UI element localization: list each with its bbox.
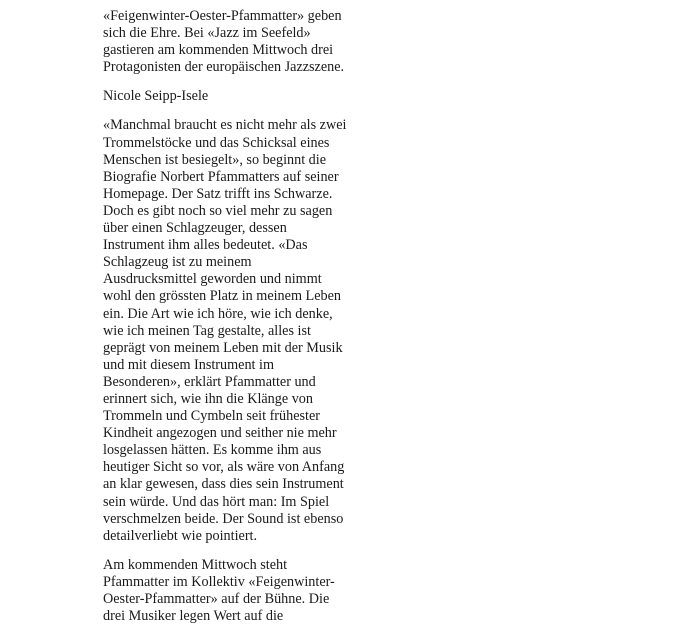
text-line: losgelassen hätten. Es komme ihm aus xyxy=(103,442,322,459)
text-line: Schlagzeug ist zu meinem xyxy=(103,254,252,271)
article-paragraph xyxy=(103,557,348,625)
text-line: wohl den grössten Platz in meinem Leben xyxy=(103,288,341,305)
text-line: Ausdrucksmittel geworden und nimmt xyxy=(103,271,322,288)
text-line: Am kommenden Mittwoch steht xyxy=(103,556,288,573)
text-line: «Manchmal braucht es nicht mehr als zwei xyxy=(103,117,347,134)
text-line: Kindheit angezogen und seither nie mehr xyxy=(103,425,337,442)
text-line: heutiger Sicht so vor, als wäre von Anfang xyxy=(103,459,345,476)
article xyxy=(103,8,348,637)
text-line: sein würde. Und das hört man: Im Spiel xyxy=(103,493,330,510)
text-line: gastieren am kommenden Mittwoch drei xyxy=(103,42,334,59)
text-line: und mit diesem Instrument im xyxy=(103,356,275,373)
text-line: Doch es gibt noch so viel mehr zu sagen xyxy=(103,202,333,219)
text-line: verschmelzen beide. Der Sound ist ebenso xyxy=(103,510,344,527)
text-line: Trommeln und Cymbeln seit frühester xyxy=(103,408,320,425)
text-line: ein. Die Art wie ich höre, wie ich denke, xyxy=(103,305,333,322)
article-paragraph xyxy=(103,117,348,544)
text-line: Protagonisten der europäischen Jazzszene. xyxy=(103,59,345,76)
text-line: «Feigenwinter-Oester-Pfammatter» geben xyxy=(103,8,342,24)
text-line: Instrument ihm alles bedeutet. «Das xyxy=(103,237,308,254)
text-line: sich die Ehre. Bei «Jazz im Seefeld» xyxy=(103,25,311,42)
text-line: geprägt von meinem Leben mit der Musik xyxy=(103,339,343,356)
text-line: erinnert sich, wie ihn die Klänge von xyxy=(103,390,313,407)
text-line: an klar gewesen, dass dies sein Instrument xyxy=(103,476,344,493)
article-author: Nicole Seipp-Isele xyxy=(103,88,209,105)
text-line: Besonderen», erklärt Pfammatter und xyxy=(103,373,316,390)
text-line: über einen Schlagzeuger, dessen xyxy=(103,220,287,237)
text-line: Biografie Norbert Pfammatters auf seiner xyxy=(103,168,339,185)
text-line: Trommelstöcke und das Schicksal eines xyxy=(103,134,330,151)
text-line: detailverliebt wie pointiert. xyxy=(103,527,258,544)
article-lead xyxy=(103,8,348,76)
text-line: drei Musiker legen Wert auf die xyxy=(103,608,284,625)
text-line: Menschen ist besiegelt», so beginnt die xyxy=(103,151,327,168)
text-line: Homepage. Der Satz trifft ins Schwarze. xyxy=(103,185,333,202)
text-line: Pfammatter im Kollektiv «Feigenwinter- xyxy=(103,573,335,590)
text-line: wie ich meinen Tag gestalte, alles ist xyxy=(103,322,311,339)
text-line: Oester-Pfammatter» auf der Bühne. Die xyxy=(103,591,330,607)
